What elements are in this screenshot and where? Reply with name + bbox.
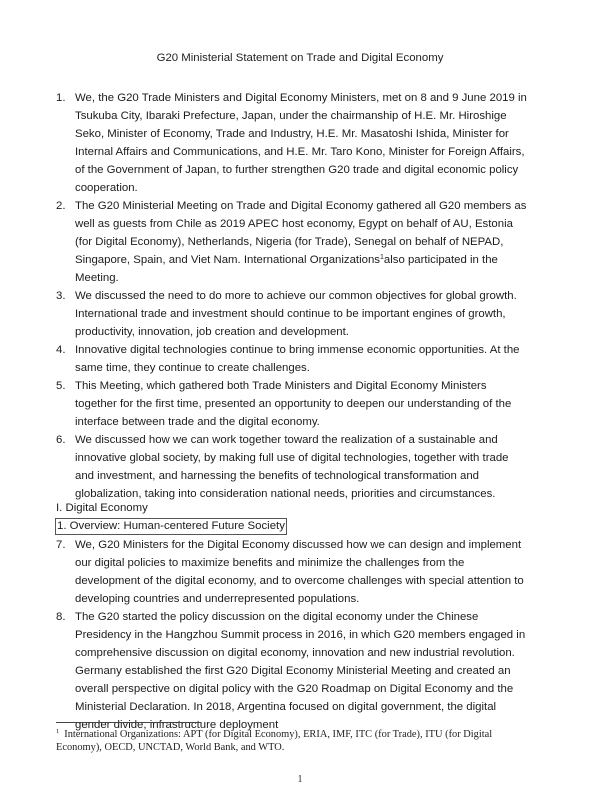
- paragraph-3: [0, 287, 530, 341]
- paragraph-number: 8.: [56, 611, 66, 623]
- paragraph-text-continued: also participated in the Meeting.: [75, 254, 498, 284]
- footnote-text: International Organizations: APT (for Digital Economy), ERIA, IMF, ITC (for Trade), ITU (for Digital Economy), OECD, UNCTAD, World Bank, and WTO.: [56, 729, 493, 753]
- paragraph-6: [0, 431, 530, 503]
- paragraph-number: 1.: [56, 92, 66, 104]
- document-title: G20 Ministerial Statement on Trade and Digital Economy: [156, 52, 444, 64]
- paragraph-number: 5.: [56, 380, 66, 392]
- paragraph-number: 7.: [56, 539, 66, 551]
- section-heading: I. Digital Economy: [56, 502, 148, 514]
- paragraph-text: We discussed the need to do more to achieve our common objectives for global growth. International trade and investment should continue to be important engines of growth, productivity, innovation, job creation and development.: [75, 290, 517, 338]
- section-digital-economy: [0, 499, 600, 734]
- paragraph-number: 6.: [56, 434, 66, 446]
- paragraph-1: [0, 89, 530, 197]
- paragraph-number: 3.: [56, 290, 66, 302]
- footnote-reference[interactable]: 1: [380, 254, 384, 261]
- paragraph-text: This Meeting, which gathered both Trade Ministers and Digital Economy Ministers together for the first time, presented an opportunity to deepen our understanding of the interface between trade and the digital economy.: [75, 380, 512, 428]
- paragraph-text: The G20 Ministerial Meeting on Trade and Digital Economy gathered all G20 members as well as guests from Chile as 2019 APEC host economy, Egypt on behalf of AU, Estonia (for Digital Economy), Netherlands, Nigeria (for Trade), Senegal on behalf of NEPAD, Singapore, Spain, and Viet Nam. International Organizations: [75, 200, 527, 266]
- subsection-heading: 1. Overview: Human-centered Future Society: [55, 518, 287, 535]
- footnote: [56, 729, 536, 754]
- paragraph-text: We discussed how we can work together toward the realization of a sustainable and innovative global society, by making full use of digital technologies, together with trade and investment, and harnessing the benefits of technological transformation and globalization, taking into consideration national needs, priorities and circumstances.: [75, 434, 509, 500]
- paragraph-7: [0, 536, 530, 608]
- page-number: 1: [297, 774, 303, 785]
- footnote-marker: 1: [56, 728, 60, 735]
- footnote-separator: [56, 722, 201, 723]
- paragraph-text: We, the G20 Trade Ministers and Digital Economy Ministers, met on 8 and 9 June 2019 in Tsukuba City, Ibaraki Prefecture, Japan, under the chairmanship of H.E. Mr. Hiroshige Seko, Minister of Economy, Trade and Industry, H.E. Mr. Masatoshi Ishida, Minister for Internal Affairs and Communications, and H.E. Mr. Taro Kono, Minister for Foreign Affairs, of the Government of Japan, to further strengthen G20 trade and digital economic policy cooperation.: [75, 92, 527, 194]
- paragraph-text: We, G20 Ministers for the Digital Economy discussed how we can design and implement our digital policies to maximize benefits and minimize the challenges from the development of the digital economy, and to overcome challenges with special attention to developing countries and underrepresented populations.: [75, 539, 524, 605]
- paragraph-5: [0, 377, 530, 431]
- paragraph-text: The G20 started the policy discussion on the digital economy under the Chinese Presidency in the Hangzhou Summit process in 2016, in which G20 members engaged in comprehensive discussion on digital economy, innovation and new industrial revolution. Germany established the first G20 Digital Economy Ministerial Meeting and created an overall perspective on digital policy with the G20 Roadmap on Digital Economy and the Ministerial Declaration. In 2018, Argentina focused on digital government, the digital gender divide, infrastructure deployment: [75, 611, 526, 731]
- paragraph-2: [0, 197, 530, 287]
- paragraph-number: 4.: [56, 344, 66, 356]
- paragraph-4: [0, 341, 530, 377]
- paragraph-text: Innovative digital technologies continue to bring immense economic opportunities. At the same time, they continue to create challenges.: [75, 344, 520, 374]
- paragraph-number: 2.: [56, 200, 66, 212]
- paragraph-list: [0, 89, 600, 503]
- paragraph-8: [0, 608, 530, 734]
